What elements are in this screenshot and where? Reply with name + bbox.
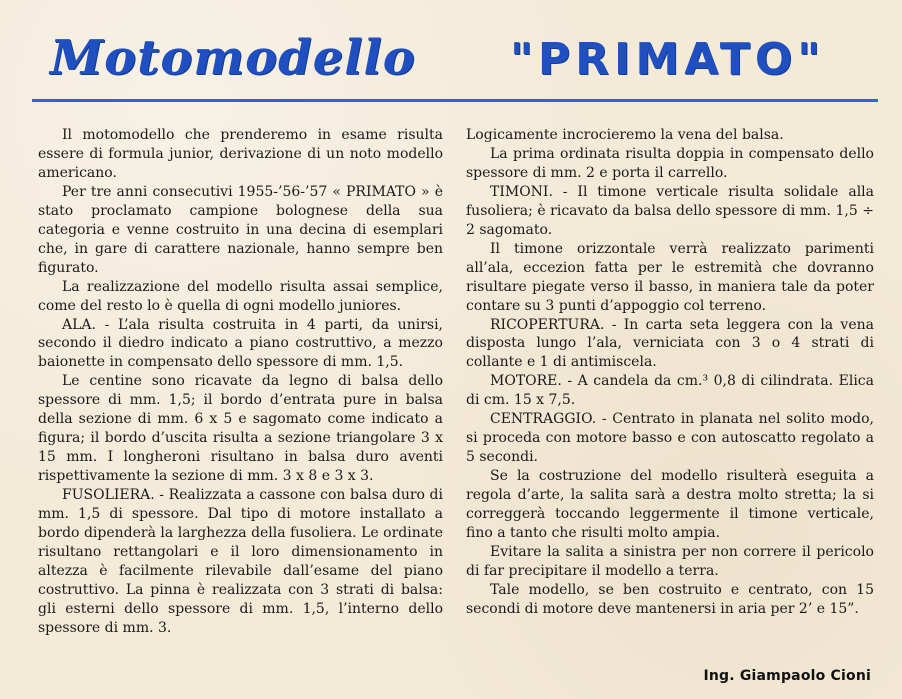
paragraph-intro: Il motomodello che prenderemo in esame risulta essere di formula junior, derivazione di un noto modello americano. — [38, 127, 443, 181]
article-title — [40, 28, 880, 102]
right-column — [466, 126, 874, 619]
paragraph-trimming: CENTRAGGIO. - Centrato in planata nel solito modo, si proceda con motore basso e con autoscatto regolato a 5 secondi. — [466, 411, 874, 466]
paragraph-grain: Logicamente incrocieremo la vena del balsa. — [466, 127, 784, 143]
author-signature: Ing. Giampaolo Cioni — [703, 668, 871, 684]
paragraph-realization: La realizzazione del modello risulta assai semplice, come del resto lo è quella di ogni modello juniores. — [38, 278, 443, 314]
paragraph-covering: RICOPERTURA. - In carta seta leggera con la vena disposta lungo l’ala, verniciata con 3 o 4 strati di collante e 1 di antimiscela. — [466, 316, 874, 371]
paragraph-motor: MOTORE. - A candela da cm.³ 0,8 di cilindrata. Elica di cm. 15 x 7,5. — [466, 373, 874, 409]
paragraph-fuselage: FUSOLIERA. - Realizzata a cassone con balsa duro di mm. 1,5 di spessore. Dal tipo di motore installato a bordo dipenderà la larghezza della fusoliera. Le ordinate risultano rettangolari e il loro dimensionamento in altezza è facilmente rilevabile dall’esame del piano costruttivo. La pinna è realizzata con 3 strati di balsa: gli esterni dello spessore di mm. 1,5, l’interno dello spessore di mm. 3. — [38, 487, 443, 636]
paragraph-first-former: La prima ordinata risulta doppia in compensato dello spessore di mm. 2 e porta il carrello. — [466, 145, 874, 181]
paragraph-performance: Tale modello, se ben costruito e centrato, con 15 secondi di motore deve mantenersi in aria per 2’ e 15”. — [466, 581, 874, 617]
paragraph-stabilizer: Il timone orizzontale verrà realizzato parimenti all’ala, eccezion fatta per le estremità che dovranno risultare piegate verso il basso, in maniera tale da poter contare su 3 punti d’appoggio col terreno. — [466, 240, 874, 314]
left-column — [38, 126, 443, 638]
paragraph-wing: ALA. - L’ala risulta costruita in 4 parti, da unirsi, secondo il diedro indicato a piano costruttivo, a mezzo baionette in compensato dello spessore di mm. 1,5. — [38, 316, 443, 371]
title-divider — [32, 99, 878, 102]
paragraph-left-climb: Evitare la salita a sinistra per non correre il pericolo di far precipitare il modello a terra. — [466, 543, 874, 579]
title-part-1: Motomodello — [50, 30, 416, 86]
paragraph-rudders: TIMONI. - Il timone verticale risulta solidale alla fusoliera; è ricavato da balsa dello spessore di mm. 1,5 ÷ 2 sagomato. — [466, 183, 874, 238]
paragraph-ribs: Le centine sono ricavate da legno di balsa dello spessore di mm. 1,5; il bordo d’entrata pure in balsa della sezione di mm. 6 x 5 e sagomato come indicato a figura; il bordo d’uscita risulta a sezione triangolare 3 x 15 mm. I longheroni risultano in balsa duro aventi rispettivamente la sezione di mm. 3 x 8 e 3 x 3. — [38, 373, 443, 485]
paragraph-history: Per tre anni consecutivi 1955-’56-’57 « PRIMATO » è stato proclamato campione bolognese della sua categoria e venne costruito in una decina di esemplari che, in gare di carattere nazionale, hanno sempre ben figurato. — [38, 183, 443, 276]
title-part-2: "PRIMATO" — [510, 34, 826, 85]
paragraph-climb: Se la costruzione del modello risulterà eseguita a regola d’arte, la salita sarà a destra molto stretta; la si correggerà toccando leggermente il timone verticale, fino a tanto che risulti molto ampia. — [466, 468, 874, 542]
